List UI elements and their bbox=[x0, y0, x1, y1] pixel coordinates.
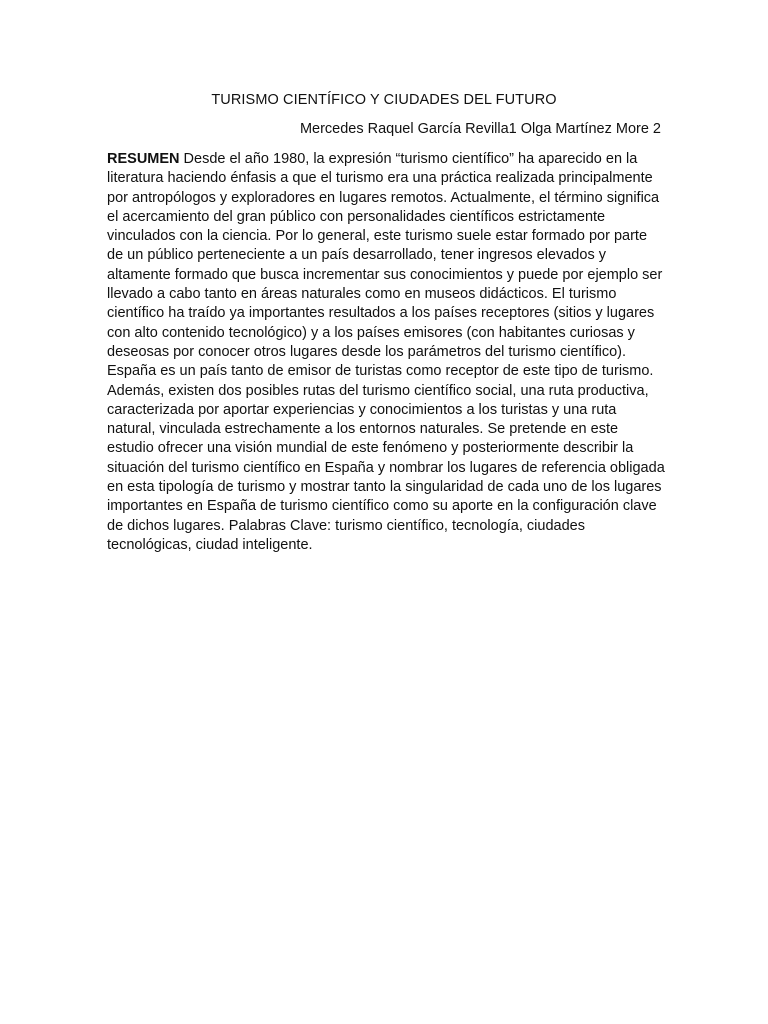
document-authors: Mercedes Raquel García Revilla1 Olga Martínez More 2 bbox=[299, 121, 661, 137]
document-title: TURISMO CIENTÍFICO Y CIUDADES DEL FUTURO bbox=[211, 92, 557, 108]
abstract-text: Desde el año 1980, la expresión “turismo científico” ha aparecido en la literatura haciendo énfasis a que el turismo era una práctica realizada principalmente por antropólogos y exploradores en lugares remotos. Actualmente, el término significa el acercamiento del gran público con personalidades científicos estrictamente vinculados con la ciencia. Por lo general, este turismo suele estar formado por parte de un público perteneciente a un país desarrollado, tener ingresos elevados y altamente formado que busca incrementar sus conocimientos y puede por ejemplo ser llevado a cabo tanto en áreas naturales como en museos didácticos. El turismo científico ha traído ya importantes resultados a los países receptores (sitios y lugares con alto contenido tecnológico) y a los países emisores (con habitantes curiosas y deseosas por conocer otros lugares desde los parámetros del turismo científico). España es un país tanto de emisor de turistas como receptor de este tipo de turismo. Además, existen dos posibles rutas del turismo científico social, una ruta productiva, caracterizada por aportar experiencias y conocimientos a los turistas y una ruta natural, vinculada estrechamente a los entornos naturales. Se pretende en este estudio ofrecer una visión mundial de este fenómeno y posteriormente describir la situación del turismo científico en España y nombrar los lugares de referencia obligada en esta tipología de turismo y mostrar tanto la singularidad de cada uno de los lugares importantes en España de turismo científico como su aporte en la configuración clave de dichos lugares. Palabras Clave: turismo científico, tecnología, ciudades tecnológicas, ciudad inteligente. bbox=[107, 151, 665, 553]
abstract-label: RESUMEN bbox=[107, 151, 180, 167]
abstract-paragraph bbox=[107, 150, 665, 555]
